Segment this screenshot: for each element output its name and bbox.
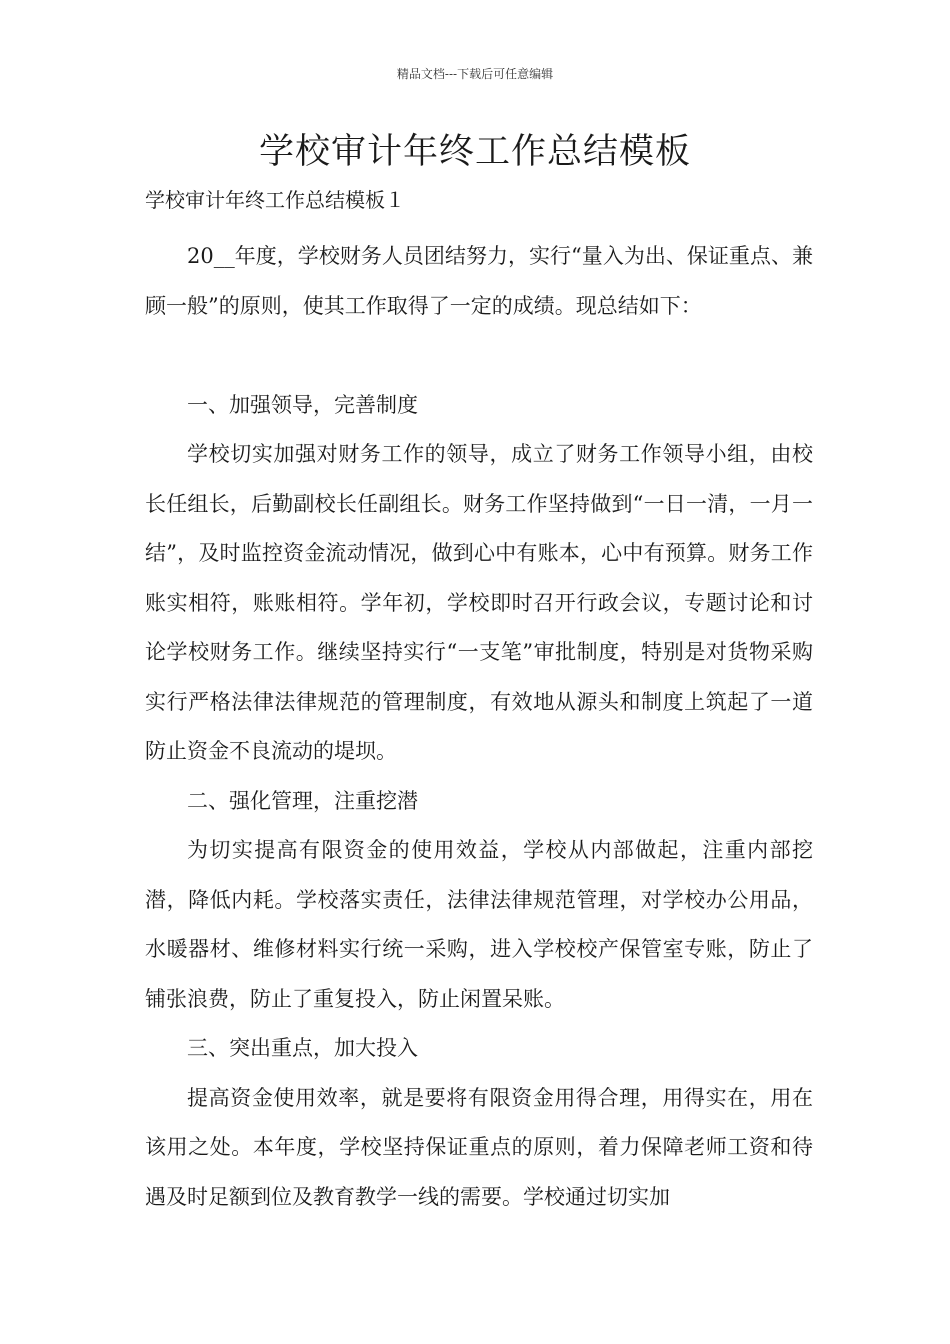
document-title: 学校审计年终工作总结模板 xyxy=(258,132,691,172)
section-heading-3: 三、突出重点，加大投入 xyxy=(187,1036,418,1060)
section-paragraph-1: 学校切实加强对财务工作的领导，成立了财务工作领导小组，由校长任组长，后勤副校长任副组长。财务工作坚持做到“一日一清，一月一结”，及时监控资金流动情况，做到心中有账本，心中有预算。财务工作账实相符，账账相符。学年初，学校即时召开行政会议，专题讨论和讨论学校财务工作。继续坚持实行“一支笔”审批制度，特别是对货物采购实行严格法律法律规范的管理制度，有效地从源头和制度上筑起了一道防止资金不良流动的堤坝。 xyxy=(145,442,813,763)
section-heading-2: 二、强化管理，注重挖潜 xyxy=(187,788,418,813)
section-paragraph-3: 提高资金使用效率，就是要将有限资金用得合理，用得实在，用在该用之处。本年度，学校坚持保证重点的原则，着力保障老师工资和待遇及时足额到位及教育教学一线的需要。学校通过切实加 xyxy=(145,1085,813,1209)
section-paragraph-2: 为切实提高有限资金的使用效益，学校从内部做起，注重内部挖潜，降低内耗。学校落实责任，法律法律规范管理，对学校办公用品，水暖器材、维修材料实行统一采购，进入学校校产保管室专账，防止了铺张浪费，防止了重复投入，防止闲置呆账。 xyxy=(145,838,813,1011)
section-heading-1: 一、加强领导，完善制度 xyxy=(187,392,418,417)
header-note: 精品文档---下载后可任意编辑 xyxy=(396,67,554,81)
document-body xyxy=(145,232,813,1222)
document-subtitle: 学校审计年终工作总结模板１ xyxy=(145,188,405,212)
intro-paragraph: 20__年度，学校财务人员团结努力，实行“量入为出、保证重点、兼顾一般”的原则，使其工作取得了一定的成绩。现总结如下： xyxy=(145,244,813,318)
